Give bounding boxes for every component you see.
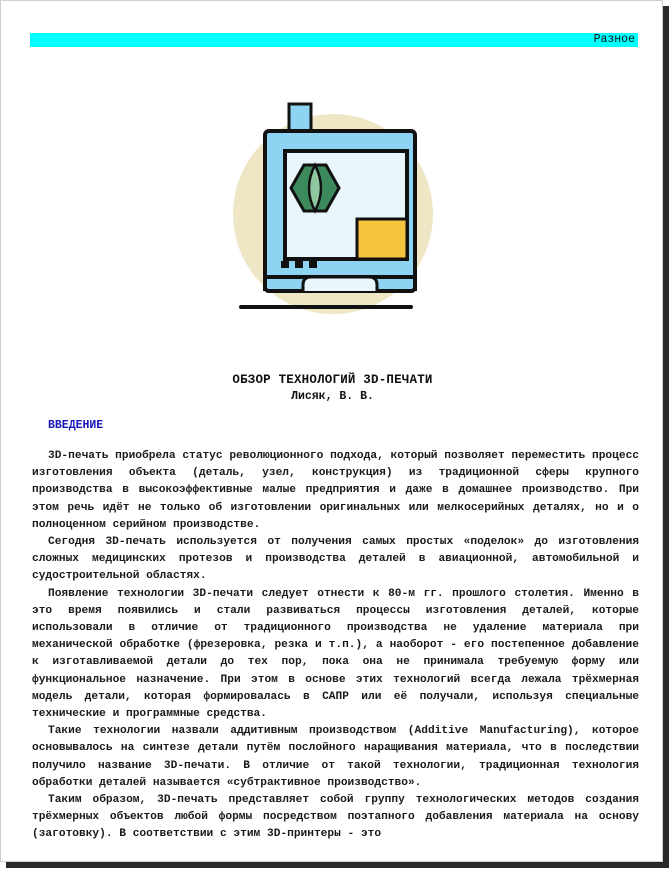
control-button xyxy=(295,261,303,268)
body-text xyxy=(32,448,639,844)
print-bed-block xyxy=(357,219,407,259)
paragraph: 3D-печать приобрела статус революционного подхода, который позволяет переместить процесс изготовления объекта (деталь, узел, конструкция) из традиционной сферы крупного производства в высокоэффективные малые предприятия и даже в домашнее производство. При этом речь идёт не только об изготовлении оригинальных или мелкосерийных деталях, но и о полноценном серийном производстве. xyxy=(32,450,639,531)
control-button xyxy=(309,261,317,268)
category-bar xyxy=(30,33,638,47)
paragraph: Таким образом, 3D-печать представляет собой группу технологических методов создания трёхмерных объектов любой формы посредством поэтапного добавления материала на основу (заготовку). В соответствии с этим 3D-принтеры - это xyxy=(32,794,639,841)
paragraph: Появление технологии 3D-печати следует отнести к 80-м гг. прошлого столетия. Именно в это время появились и стали развиваться процессы изготовления деталей, которые использовали в отличие от традиционного производства не удаление материала при механической обработке (фрезеровка, резка и т.п.), а наоборот - его постепенное добавление к изготавливаемой детали до тех пор, пока она не принимала требуемую форму или функциональное назначение. При этом в основе этих технологий всегда лежала трёхмерная модель детали, которая формировалась в САПР или её получали, используя специальные технические и программные средства. xyxy=(32,587,639,721)
category-label: Разное xyxy=(593,33,635,46)
printer-top-spool xyxy=(289,104,311,132)
paragraph: Такие технологии назвали аддитивным производством (Additive Manufacturing), которое основывалось на синтезе детали путём послойного наращивания материала, что в последствии получило название 3D-печати. В отличие от такой технологии, традиционная технология обработки деталей называется «субтрактивное производство». xyxy=(32,725,639,789)
section-heading: ВВЕДЕНИЕ xyxy=(48,419,104,432)
control-button xyxy=(281,261,289,268)
3d-printer-icon xyxy=(213,99,453,329)
paragraph: Сегодня 3D-печать используется от получения самых простых «поделок» до изготовления сложных медицинских протезов и производства деталей в авиационной, автомобильной и судостроительной областях. xyxy=(32,536,639,583)
document-title: ОБЗОР ТЕХНОЛОГИЙ 3D-ПЕЧАТИ xyxy=(232,373,433,387)
document-author: Лисяк, В. В. xyxy=(291,390,374,403)
